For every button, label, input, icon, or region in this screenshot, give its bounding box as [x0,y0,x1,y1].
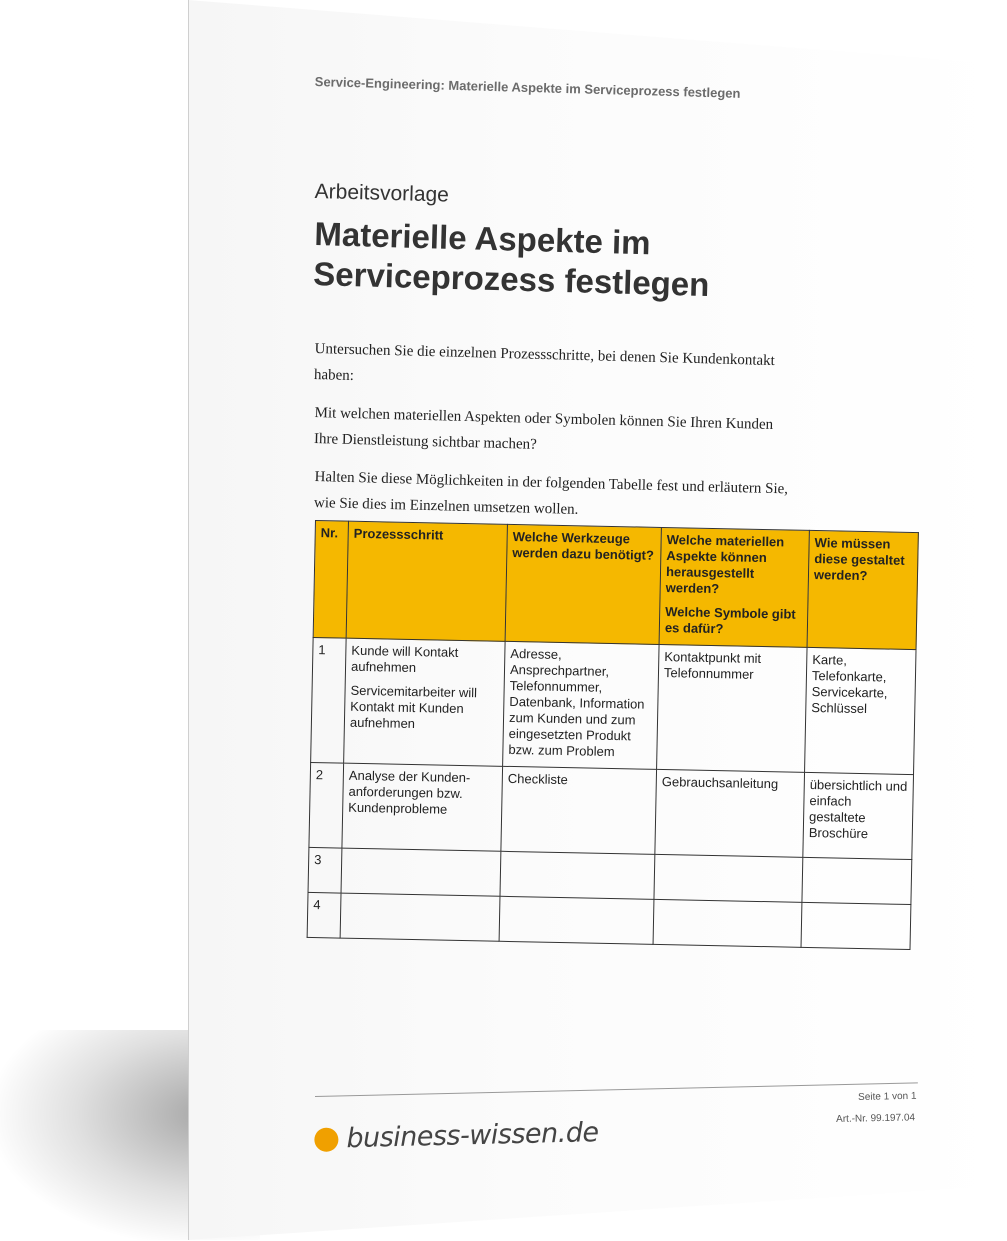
header-nr: Nr. [313,521,348,639]
cell-tools-empty [500,851,655,899]
page-number: Seite 1 von 1 [858,1090,917,1103]
header-design: Wie müssen diese gestaltet werden? [807,530,918,649]
running-header: Service-Engineering: Materielle Aspekte im Serviceprozess festlegen [314,74,741,101]
cell-nr: 2 [309,762,344,848]
cell-tools-empty [499,896,654,944]
table-row [309,762,914,859]
header-symbols-question: Welche Symbole gibt es dafür? [664,604,796,637]
cell-aspects: Gebrauchsanleitung [655,769,805,857]
header-aspects [659,527,809,647]
cell-aspects: Kontaktpunkt mit Telefonnummer [657,644,807,772]
paragraph-2: Mit welchen materiellen Aspekten oder Symbolen können Sie Ihren Kunden Ihre Dienstleistung sichtbar machen? [313,404,774,453]
header-step: Prozessschritt [346,521,507,641]
table-header-row [313,521,918,650]
cell-step-empty [341,848,501,896]
cell-nr: 4 [307,892,341,938]
document-kicker: Arbeitsvorlage [314,180,450,207]
table-row [311,637,916,774]
cell-design: Karte, Telefonkarte, Servicekarte, Schlüssel [805,647,916,774]
brand-logo [314,1117,599,1155]
cell-aspects-empty [653,899,802,947]
cell-design: übersichtlich und einfach gestaltete Broschüre [803,772,914,859]
cell-design-empty [801,902,911,949]
document-title: Materielle Aspekte im Serviceprozess festlegen [312,214,710,304]
paragraph-1: Untersuchen Sie die einzelnen Prozessschritte, bei denen Sie Kundenkontakt haben: [313,340,776,385]
logo-dot-icon [314,1127,339,1152]
cell-step-text-2: Servicemitarbeiter will Kontakt mit Kunden aufnehmen [349,682,478,732]
header-aspects-question: Welche materiellen Aspekte können herausgestellt werden? [665,532,785,597]
cell-step-empty [340,893,500,941]
cell-aspects-empty [654,854,803,902]
cell-nr: 1 [311,637,347,763]
cell-design-empty [802,857,912,904]
article-number: Art.-Nr. 99.197.04 [836,1112,916,1125]
footer-divider [315,1082,918,1097]
header-tools: Welche Werkzeuge werden dazu benötigt? [505,524,661,644]
cell-step: Analyse der Kunden-anforderungen bzw. Kundenprobleme [342,763,503,851]
logo-text: business-wissen.de [345,1117,599,1155]
worksheet-table [307,520,919,950]
cell-nr: 3 [308,847,342,893]
paragraph-3: Halten Sie diese Möglichkeiten in der folgenden Tabelle fest und erläutern Sie, wie Sie dies im Einzelnen umsetzen wollen. [313,468,789,518]
cell-step-text: Kunde will Kontakt aufnehmen [350,642,459,676]
cell-tools: Adresse, Ansprechpartner, Telefonnummer, Datenbank, Information zum Kunden und zum eingesetzten Produkt bzw. zum Problem [503,641,659,769]
cell-tools: Checkliste [501,766,657,854]
cell-step [344,638,505,766]
